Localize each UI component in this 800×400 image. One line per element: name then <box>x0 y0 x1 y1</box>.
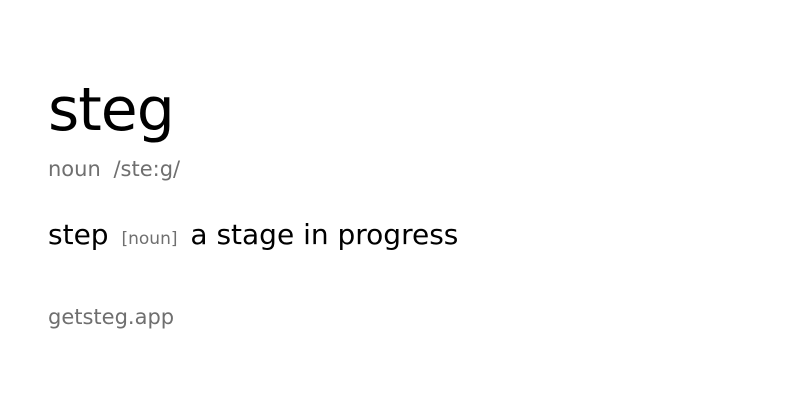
headword: steg <box>48 75 174 145</box>
word-meta <box>48 155 180 183</box>
definition-tag: [noun] <box>121 229 178 249</box>
definition-text: a stage in progress <box>190 218 459 251</box>
part-of-speech: noun <box>48 157 101 181</box>
definition <box>48 216 458 258</box>
dictionary-card <box>48 0 768 400</box>
pronunciation: /ste:g/ <box>113 157 181 181</box>
definition-term: step <box>48 218 109 251</box>
site-url: getsteg.app <box>48 305 175 329</box>
